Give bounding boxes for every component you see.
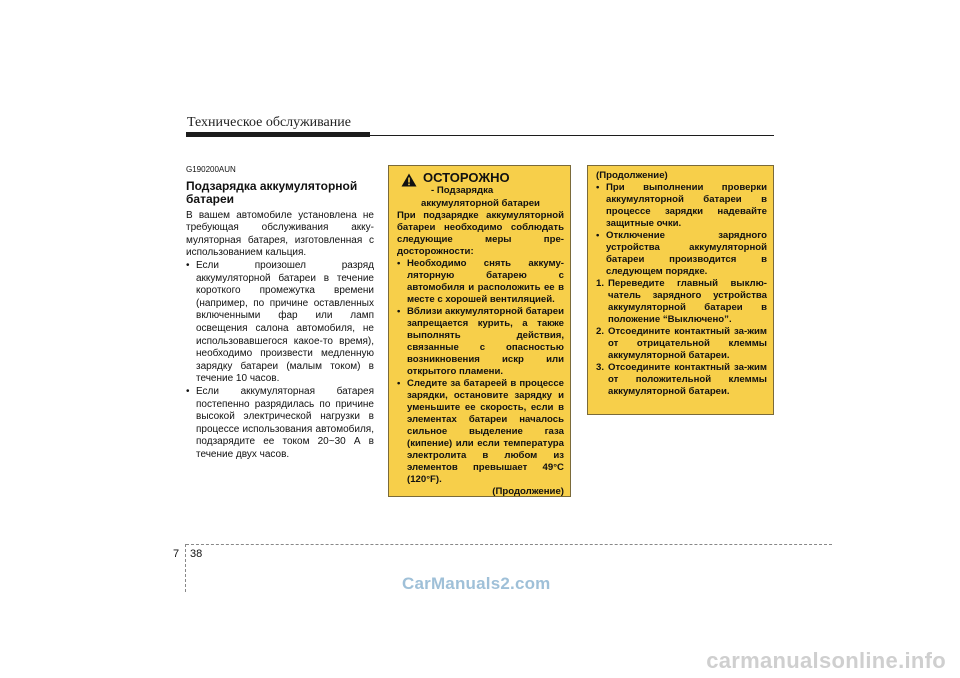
step-number: 3.	[596, 362, 605, 373]
step-item	[596, 362, 767, 398]
continuation-bullet: • Отключение зарядного устройства аккумуляторной батареи производится в следующем порядке.	[596, 230, 767, 278]
header-bar	[186, 132, 370, 137]
step-text: Отсоедините контактный за-жим от положительной клеммы аккумуляторной батареи.	[608, 362, 767, 397]
continuation-title: (Продолжение)	[596, 170, 668, 181]
warning-header	[397, 170, 564, 197]
continuation-bullet: • При выполнении проверки аккумуляторной батареи в процессе зарядки надевайте защитные очки.	[596, 182, 767, 230]
step-text: Отсоедините контактный за-жим от отрицательной клеммы аккумуляторной батареи.	[608, 326, 767, 361]
warning-bullets	[397, 258, 564, 486]
header-rule	[370, 135, 774, 136]
continuation-box	[587, 165, 774, 415]
warning-title: ОСТОРОЖНО	[423, 170, 510, 185]
watermark-carmanuals2[interactable]: CarManuals2.com	[402, 574, 551, 593]
section-heading: Подзарядка аккумуляторной батареи	[186, 178, 358, 206]
section-bullet: • Если произошел разряд аккумуляторной батареи в течение короткого промежутка времени (например, по причине оставленных включенными фар или ламп освещения салона автомобиля, не использовавшегося какое-то время), необходимо произвести медленную зарядку батареи (малым током) в течение 10 часов.	[186, 260, 374, 386]
continuation-bullets	[596, 182, 767, 278]
watermark-carmanualsonline[interactable]: carmanualsonline.info	[706, 648, 946, 673]
warning-intro: При подзарядке аккумуляторной батареи необходимо соблюдать следующие меры пре-досторожности:	[397, 210, 564, 257]
step-item	[596, 326, 767, 362]
footer-divider	[185, 544, 186, 592]
footer-rule	[186, 544, 832, 545]
section-intro: В вашем автомобиле установлена не требующая обслуживания акку-муляторная батарея, изготовленная с использованием кальция.	[186, 209, 374, 259]
step-number: 1.	[596, 278, 605, 289]
chapter-number: 7	[173, 548, 180, 560]
warning-triangle-icon	[401, 173, 417, 187]
disconnect-steps	[596, 278, 767, 398]
step-text: Переведите главный выклю-чатель зарядного устройства аккумуляторной батареи в положение “Выключено”.	[608, 278, 767, 325]
warning-subtitle-2: аккумуляторной батареи	[421, 198, 540, 209]
step-number: 2.	[596, 326, 605, 337]
page-header-title: Техническое обслуживание	[187, 115, 351, 130]
warning-bullet: • Необходимо снять аккуму-ляторную батарею с автомобиля и расположить ее в месте с хорошей вентиляцией.	[397, 258, 564, 306]
warning-bullet: • Следите за батареей в процессе зарядки, остановите зарядку и уменьшите ее скорость, если в элементах батареи началось сильное выделение газа (кипение) или если температура электролита в любом из элементов превышает 49°C (120°F).	[397, 378, 564, 486]
section-bullets	[186, 260, 374, 462]
section-code: G190200AUN	[186, 165, 236, 174]
page-number: 38	[190, 548, 203, 560]
warning-subtitle: - Подзарядка	[431, 185, 494, 196]
step-item	[596, 278, 767, 326]
section-bullet: • Если аккумуляторная батарея постепенно разрядилась по причине высокой электрической нагрузки в процессе использования автомобиля, подзарядите ее током 20~30 А в течение двух часов.	[186, 386, 374, 462]
warning-continued: (Продолжение)	[492, 486, 564, 497]
battery-charging-section	[186, 164, 374, 461]
warning-box	[388, 165, 571, 497]
warning-bullet: • Вблизи аккумуляторной батареи запрещается курить, а также выполнять действия, связанные с опасностью возникновения искр или открытого пламени.	[397, 306, 564, 378]
